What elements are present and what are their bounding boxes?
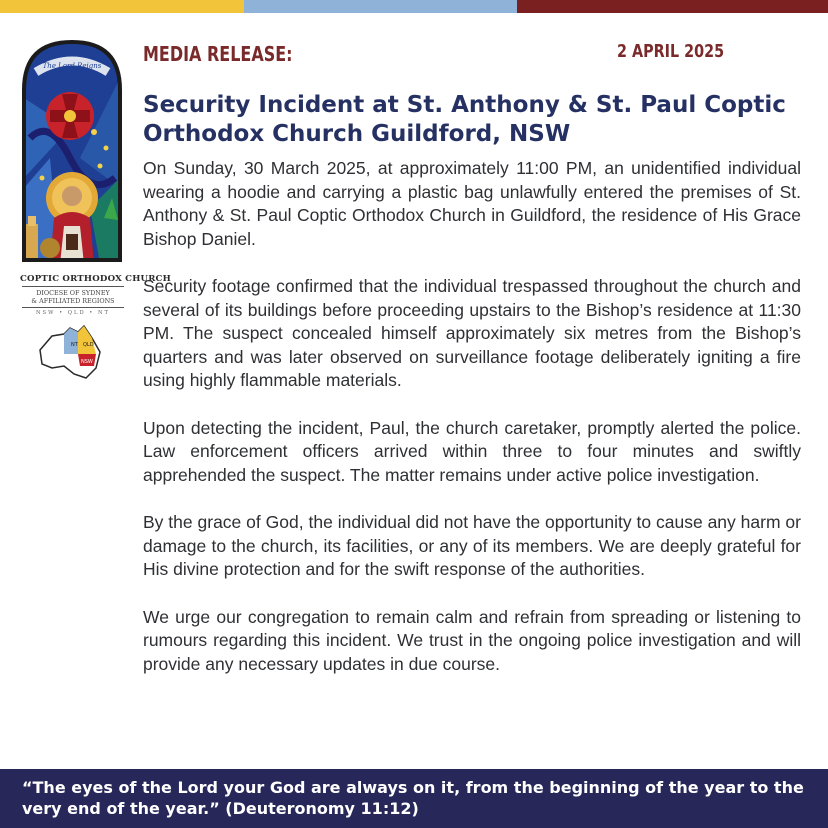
top-bar-yellow-segment [0,0,244,13]
footer-banner [0,769,828,828]
window-inscription: The Lord Reigns [42,62,102,70]
paragraph-response: Upon detecting the incident, Paul, the church caretaker, promptly alerted the police. Law enforcement officers arrived within three to four minutes and swiftly apprehended the suspect. The matter remains under active police investigation. [143,417,801,485]
top-color-bar [0,0,828,13]
headline: Security Incident at St. Anthony & St. Paul Coptic Orthodox Church Guildford, NSW [143,92,786,147]
stained-glass-window-image [20,38,124,264]
top-bar-blue-segment [244,0,517,13]
paragraph-footage: Security footage confirmed that the individual trespassed throughout the church and several of its buildings before proceeding upstairs to the Bishop’s residence at 11:30 PM. The suspect concealed himself approximately six metres from the Bishop’s quarters and was later observed on surveillance footage deliberately igniting a fire using highly flammable materials. [143,276,801,390]
logo-divider [22,286,124,287]
map-label-qld: QLD [83,342,94,348]
release-date: 2 APRIL 2025 [617,42,725,62]
top-bar-red-segment [517,0,828,13]
logo-divider-2 [22,307,124,308]
release-body [143,157,801,700]
media-release-label: MEDIA RELEASE: [143,42,293,66]
australia-map-icon [34,324,104,384]
diocese-line-2: & AFFILIATED REGIONS [31,297,115,305]
paragraph-appeal: We urge our congregation to remain calm and refrain from spreading or listening to rumours regarding this incident. We trust in the ongoing police investigation and will provide any necessary updates in due course. [143,606,801,674]
diocese-logo [20,38,171,384]
org-name: COPTIC ORTHODOX CHURCH [20,274,171,284]
regions-line: NSW • QLD • NT [36,310,110,316]
map-label-nt: NT [71,342,78,348]
paragraph-incident: On Sunday, 30 March 2025, at approximately 11:00 PM, an unidentified individual wearing a hoodie and carrying a plastic bag unlawfully entered the premises of St. Anthony & St. Paul Coptic Orthodox Church in Guildford, the residence of His Grace Bishop Daniel. [143,158,801,249]
map-label-nsw: NSW [81,359,93,365]
diocese-line-1: DIOCESE OF SYDNEY [36,289,110,297]
footer-quote: “The eyes of the Lord your God are always on it, from the beginning of the year to the very end of the year.” (Deuteronomy 11:12) [22,778,804,818]
paragraph-gratitude: By the grace of God, the individual did not have the opportunity to cause any harm or damage to the church, its facilities, or any of its members. We are deeply grateful for His divine protection and for the swift response of the authorities. [143,512,801,579]
